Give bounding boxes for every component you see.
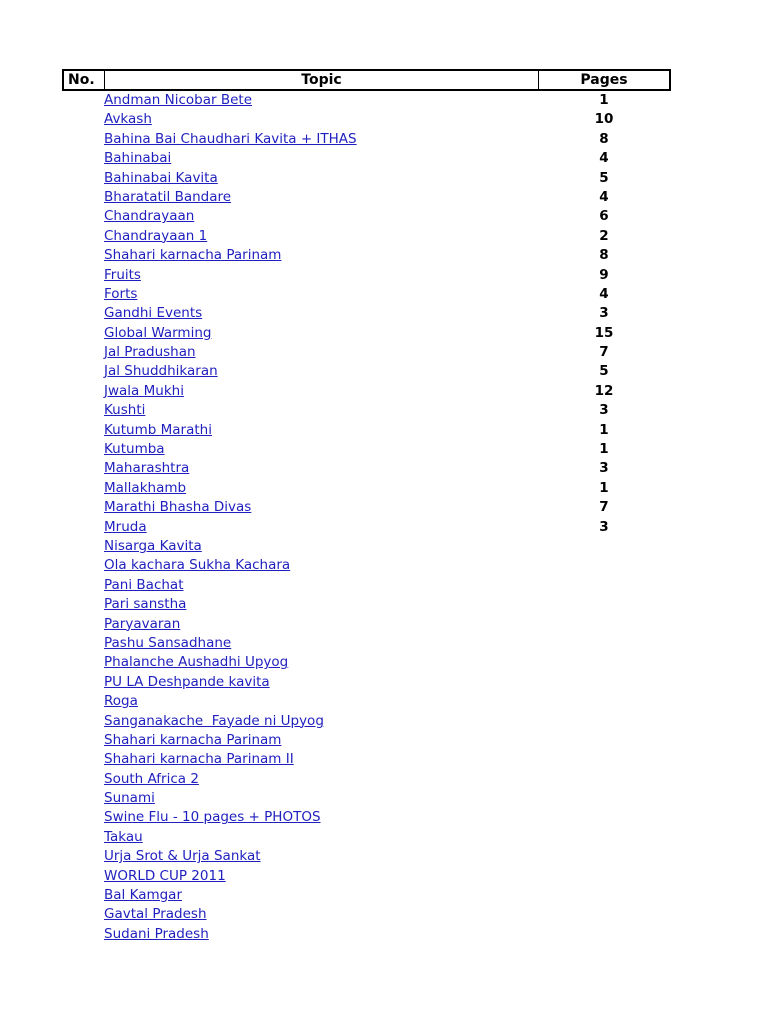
table-row [62, 149, 671, 168]
topic-link[interactable]: Takau [104, 828, 143, 845]
pages-cell: 8 [599, 130, 609, 147]
table-row [62, 905, 671, 924]
topic-cell [103, 750, 537, 769]
topic-cell [103, 712, 537, 731]
table-row [62, 925, 671, 944]
topic-link[interactable]: Kushti [104, 402, 146, 419]
table-row [62, 828, 671, 847]
topic-cell [103, 789, 537, 808]
table-row [62, 401, 671, 420]
row-number-cell [62, 382, 103, 401]
row-number-cell [62, 789, 103, 808]
topic-cell [103, 867, 537, 886]
topic-cell [103, 110, 537, 129]
pages-cell [537, 673, 671, 692]
table-row [62, 808, 671, 827]
topic-link[interactable]: Gavtal Pradesh [104, 906, 207, 923]
table-row [62, 770, 671, 789]
table-row [62, 324, 671, 343]
pages-cell: 7 [599, 499, 609, 516]
topic-cell [103, 324, 537, 343]
topic-link[interactable]: Sudani Pradesh [104, 925, 209, 942]
row-number-cell [62, 886, 103, 905]
header-topic: Topic [105, 71, 539, 89]
topic-cell [103, 498, 537, 517]
pages-cell: 4 [599, 188, 609, 205]
topic-link[interactable]: Pani Bachat [104, 576, 184, 593]
table-row [62, 285, 671, 304]
pages-cell [537, 653, 671, 672]
table-row [62, 440, 671, 459]
row-number-cell [62, 266, 103, 285]
topic-link[interactable]: Andman Nicobar Bete [104, 92, 253, 108]
topic-link[interactable]: Swine Flu - 10 pages + PHOTOS [104, 809, 321, 826]
pages-cell [537, 886, 671, 905]
pages-cell [537, 925, 671, 944]
table-row [62, 91, 671, 110]
pages-cell: 3 [599, 460, 609, 477]
pages-cell [537, 537, 671, 556]
topic-link[interactable]: Ola kachara Sukha Kachara [104, 557, 291, 574]
topic-cell [103, 886, 537, 905]
topic-cell [103, 537, 537, 556]
row-number-cell [62, 401, 103, 420]
topic-cell [103, 266, 537, 285]
topic-cell [103, 421, 537, 440]
row-number-cell [62, 169, 103, 188]
topic-cell [103, 770, 537, 789]
row-number-cell [62, 576, 103, 595]
table-row [62, 246, 671, 265]
topic-cell [103, 130, 537, 149]
topic-cell [103, 479, 537, 498]
pages-cell: 3 [599, 305, 609, 322]
topic-cell [103, 653, 537, 672]
topic-table [62, 69, 671, 944]
table-row [62, 304, 671, 323]
table-row [62, 382, 671, 401]
table-header [62, 69, 671, 91]
pages-cell [537, 808, 671, 827]
topic-link[interactable]: Paryavaran [104, 615, 181, 632]
table-row [62, 362, 671, 381]
pages-cell: 3 [599, 518, 609, 535]
pages-cell: 1 [599, 92, 609, 108]
topic-cell [103, 518, 537, 537]
pages-cell [537, 828, 671, 847]
topic-link[interactable]: Mallakhamb [104, 479, 187, 496]
table-row [62, 789, 671, 808]
table-row [62, 750, 671, 769]
topic-cell [103, 595, 537, 614]
pages-cell [537, 847, 671, 866]
topic-link[interactable]: Bahinabai [104, 150, 172, 167]
row-number-cell [62, 847, 103, 866]
topic-cell [103, 828, 537, 847]
row-number-cell [62, 421, 103, 440]
row-number-cell [62, 750, 103, 769]
topic-link[interactable]: Fruits [104, 266, 141, 283]
row-number-cell [62, 285, 103, 304]
row-number-cell [62, 304, 103, 323]
table-body [62, 91, 671, 944]
pages-cell: 8 [599, 247, 609, 264]
table-row [62, 518, 671, 537]
row-number-cell [62, 130, 103, 149]
topic-link[interactable]: Avkash [104, 111, 152, 128]
header-no: No. [64, 71, 105, 89]
table-row [62, 847, 671, 866]
topic-cell [103, 149, 537, 168]
row-number-cell [62, 188, 103, 207]
row-number-cell [62, 227, 103, 246]
table-row [62, 207, 671, 226]
table-row [62, 169, 671, 188]
row-number-cell [62, 149, 103, 168]
topic-link[interactable]: Sunami [104, 790, 155, 807]
row-number-cell [62, 479, 103, 498]
row-number-cell [62, 556, 103, 575]
topic-link[interactable]: Bahina Bai Chaudhari Kavita + ITHAS [104, 130, 357, 147]
table-row [62, 498, 671, 517]
topic-cell [103, 246, 537, 265]
table-row [62, 634, 671, 653]
table-row [62, 712, 671, 731]
row-number-cell [62, 925, 103, 944]
pages-cell: 2 [599, 227, 609, 244]
topic-link[interactable]: Pari sanstha [104, 596, 187, 613]
pages-cell [537, 692, 671, 711]
topic-link[interactable]: Maharashtra [104, 460, 190, 477]
topic-cell [103, 401, 537, 420]
row-number-cell [62, 692, 103, 711]
row-number-cell [62, 731, 103, 750]
pages-cell [537, 867, 671, 886]
table-row [62, 537, 671, 556]
table-row [62, 188, 671, 207]
row-number-cell [62, 615, 103, 634]
row-number-cell [62, 867, 103, 886]
topic-link[interactable]: Shahari karnacha Parinam II [104, 751, 294, 768]
topic-link[interactable]: Jwala Mukhi [104, 382, 184, 399]
pages-cell: 4 [599, 285, 609, 302]
topic-link[interactable]: Shahari karnacha Parinam [104, 731, 282, 748]
row-number-cell [62, 808, 103, 827]
topic-link[interactable]: PU LA Deshpande kavita [104, 673, 270, 690]
topic-cell [103, 440, 537, 459]
topic-cell [103, 169, 537, 188]
topic-cell [103, 91, 537, 110]
row-number-cell [62, 770, 103, 789]
topic-cell [103, 382, 537, 401]
topic-link[interactable]: Roga [104, 693, 138, 710]
row-number-cell [62, 440, 103, 459]
table-row [62, 673, 671, 692]
topic-cell [103, 634, 537, 653]
topic-link[interactable]: South Africa 2 [104, 770, 199, 787]
topic-link[interactable]: Kutumba [104, 441, 165, 458]
topic-cell [103, 362, 537, 381]
topic-cell [103, 459, 537, 478]
row-number-cell [62, 712, 103, 731]
table-row [62, 459, 671, 478]
table-row [62, 556, 671, 575]
pages-cell: 5 [599, 363, 609, 380]
pages-cell [537, 789, 671, 808]
pages-cell: 6 [599, 208, 609, 225]
topic-link[interactable]: Pashu Sansadhane [104, 634, 232, 651]
topic-link[interactable]: Chandrayaan 1 [104, 227, 208, 244]
topic-link[interactable]: Mruda [104, 518, 147, 535]
topic-cell [103, 615, 537, 634]
row-number-cell [62, 343, 103, 362]
pages-cell [537, 615, 671, 634]
header-pages: Pages [580, 72, 628, 88]
pages-cell [537, 712, 671, 731]
pages-cell: 1 [599, 421, 609, 438]
row-number-cell [62, 91, 103, 110]
topic-cell [103, 673, 537, 692]
pages-cell: 15 [594, 324, 614, 341]
topic-cell [103, 731, 537, 750]
pages-cell [537, 905, 671, 924]
topic-link[interactable]: Forts [104, 285, 138, 302]
table-row [62, 421, 671, 440]
topic-link[interactable]: Bahinabai Kavita [104, 169, 218, 186]
table-row [62, 576, 671, 595]
pages-cell [537, 731, 671, 750]
pages-cell [537, 750, 671, 769]
row-number-cell [62, 828, 103, 847]
table-row [62, 343, 671, 362]
topic-link[interactable]: Shahari karnacha Parinam [104, 247, 282, 264]
table-row [62, 653, 671, 672]
pages-cell [537, 770, 671, 789]
row-number-cell [62, 595, 103, 614]
row-number-cell [62, 498, 103, 517]
pages-cell: 10 [594, 111, 614, 128]
table-row [62, 110, 671, 129]
topic-link[interactable]: Jal Shuddhikaran [104, 363, 218, 380]
pages-cell [537, 556, 671, 575]
table-row [62, 615, 671, 634]
topic-cell [103, 925, 537, 944]
table-row [62, 595, 671, 614]
table-row [62, 731, 671, 750]
topic-cell [103, 285, 537, 304]
topic-link[interactable]: Global Warming [104, 324, 212, 341]
table-row [62, 227, 671, 246]
topic-link[interactable]: Phalanche Aushadhi Upyog [104, 654, 289, 671]
topic-cell [103, 304, 537, 323]
row-number-cell [62, 634, 103, 653]
table-row [62, 130, 671, 149]
pages-cell: 5 [599, 169, 609, 186]
topic-link[interactable]: Bal Kamgar [104, 887, 183, 904]
topic-cell [103, 556, 537, 575]
topic-link[interactable]: Urja Srot & Urja Sankat [104, 848, 261, 865]
topic-cell [103, 343, 537, 362]
pages-cell: 1 [599, 441, 609, 458]
row-number-cell [62, 905, 103, 924]
topic-link[interactable]: Jal Pradushan [104, 344, 196, 361]
pages-cell [537, 576, 671, 595]
table-row [62, 886, 671, 905]
topic-link[interactable]: Bharatatil Bandare [104, 188, 232, 205]
topic-cell [103, 808, 537, 827]
topic-cell [103, 692, 537, 711]
topic-cell [103, 188, 537, 207]
pages-cell [537, 595, 671, 614]
row-number-cell [62, 459, 103, 478]
topic-cell [103, 905, 537, 924]
row-number-cell [62, 207, 103, 226]
pages-cell: 1 [599, 479, 609, 496]
pages-cell: 9 [599, 266, 609, 283]
row-number-cell [62, 537, 103, 556]
topic-link[interactable]: Gandhi Events [104, 305, 203, 322]
topic-link[interactable]: Nisarga Kavita [104, 537, 202, 554]
row-number-cell [62, 324, 103, 343]
topic-cell [103, 576, 537, 595]
pages-cell: 7 [599, 344, 609, 361]
table-row [62, 692, 671, 711]
topic-link[interactable]: Sanganakache Fayade ni Upyog [104, 712, 324, 729]
table-row [62, 266, 671, 285]
topic-cell [103, 847, 537, 866]
row-number-cell [62, 362, 103, 381]
pages-cell: 12 [594, 382, 614, 399]
table-row [62, 867, 671, 886]
topic-cell [103, 207, 537, 226]
topic-link[interactable]: Chandrayaan [104, 208, 195, 225]
row-number-cell [62, 518, 103, 537]
topic-link[interactable]: Marathi Bhasha Divas [104, 499, 252, 516]
topic-link[interactable]: WORLD CUP 2011 [104, 867, 226, 884]
pages-cell: 3 [599, 402, 609, 419]
pages-cell: 4 [599, 150, 609, 167]
row-number-cell [62, 110, 103, 129]
row-number-cell [62, 673, 103, 692]
table-row [62, 479, 671, 498]
row-number-cell [62, 653, 103, 672]
row-number-cell [62, 246, 103, 265]
pages-cell [537, 634, 671, 653]
topic-link[interactable]: Kutumb Marathi [104, 421, 212, 438]
topic-cell [103, 227, 537, 246]
